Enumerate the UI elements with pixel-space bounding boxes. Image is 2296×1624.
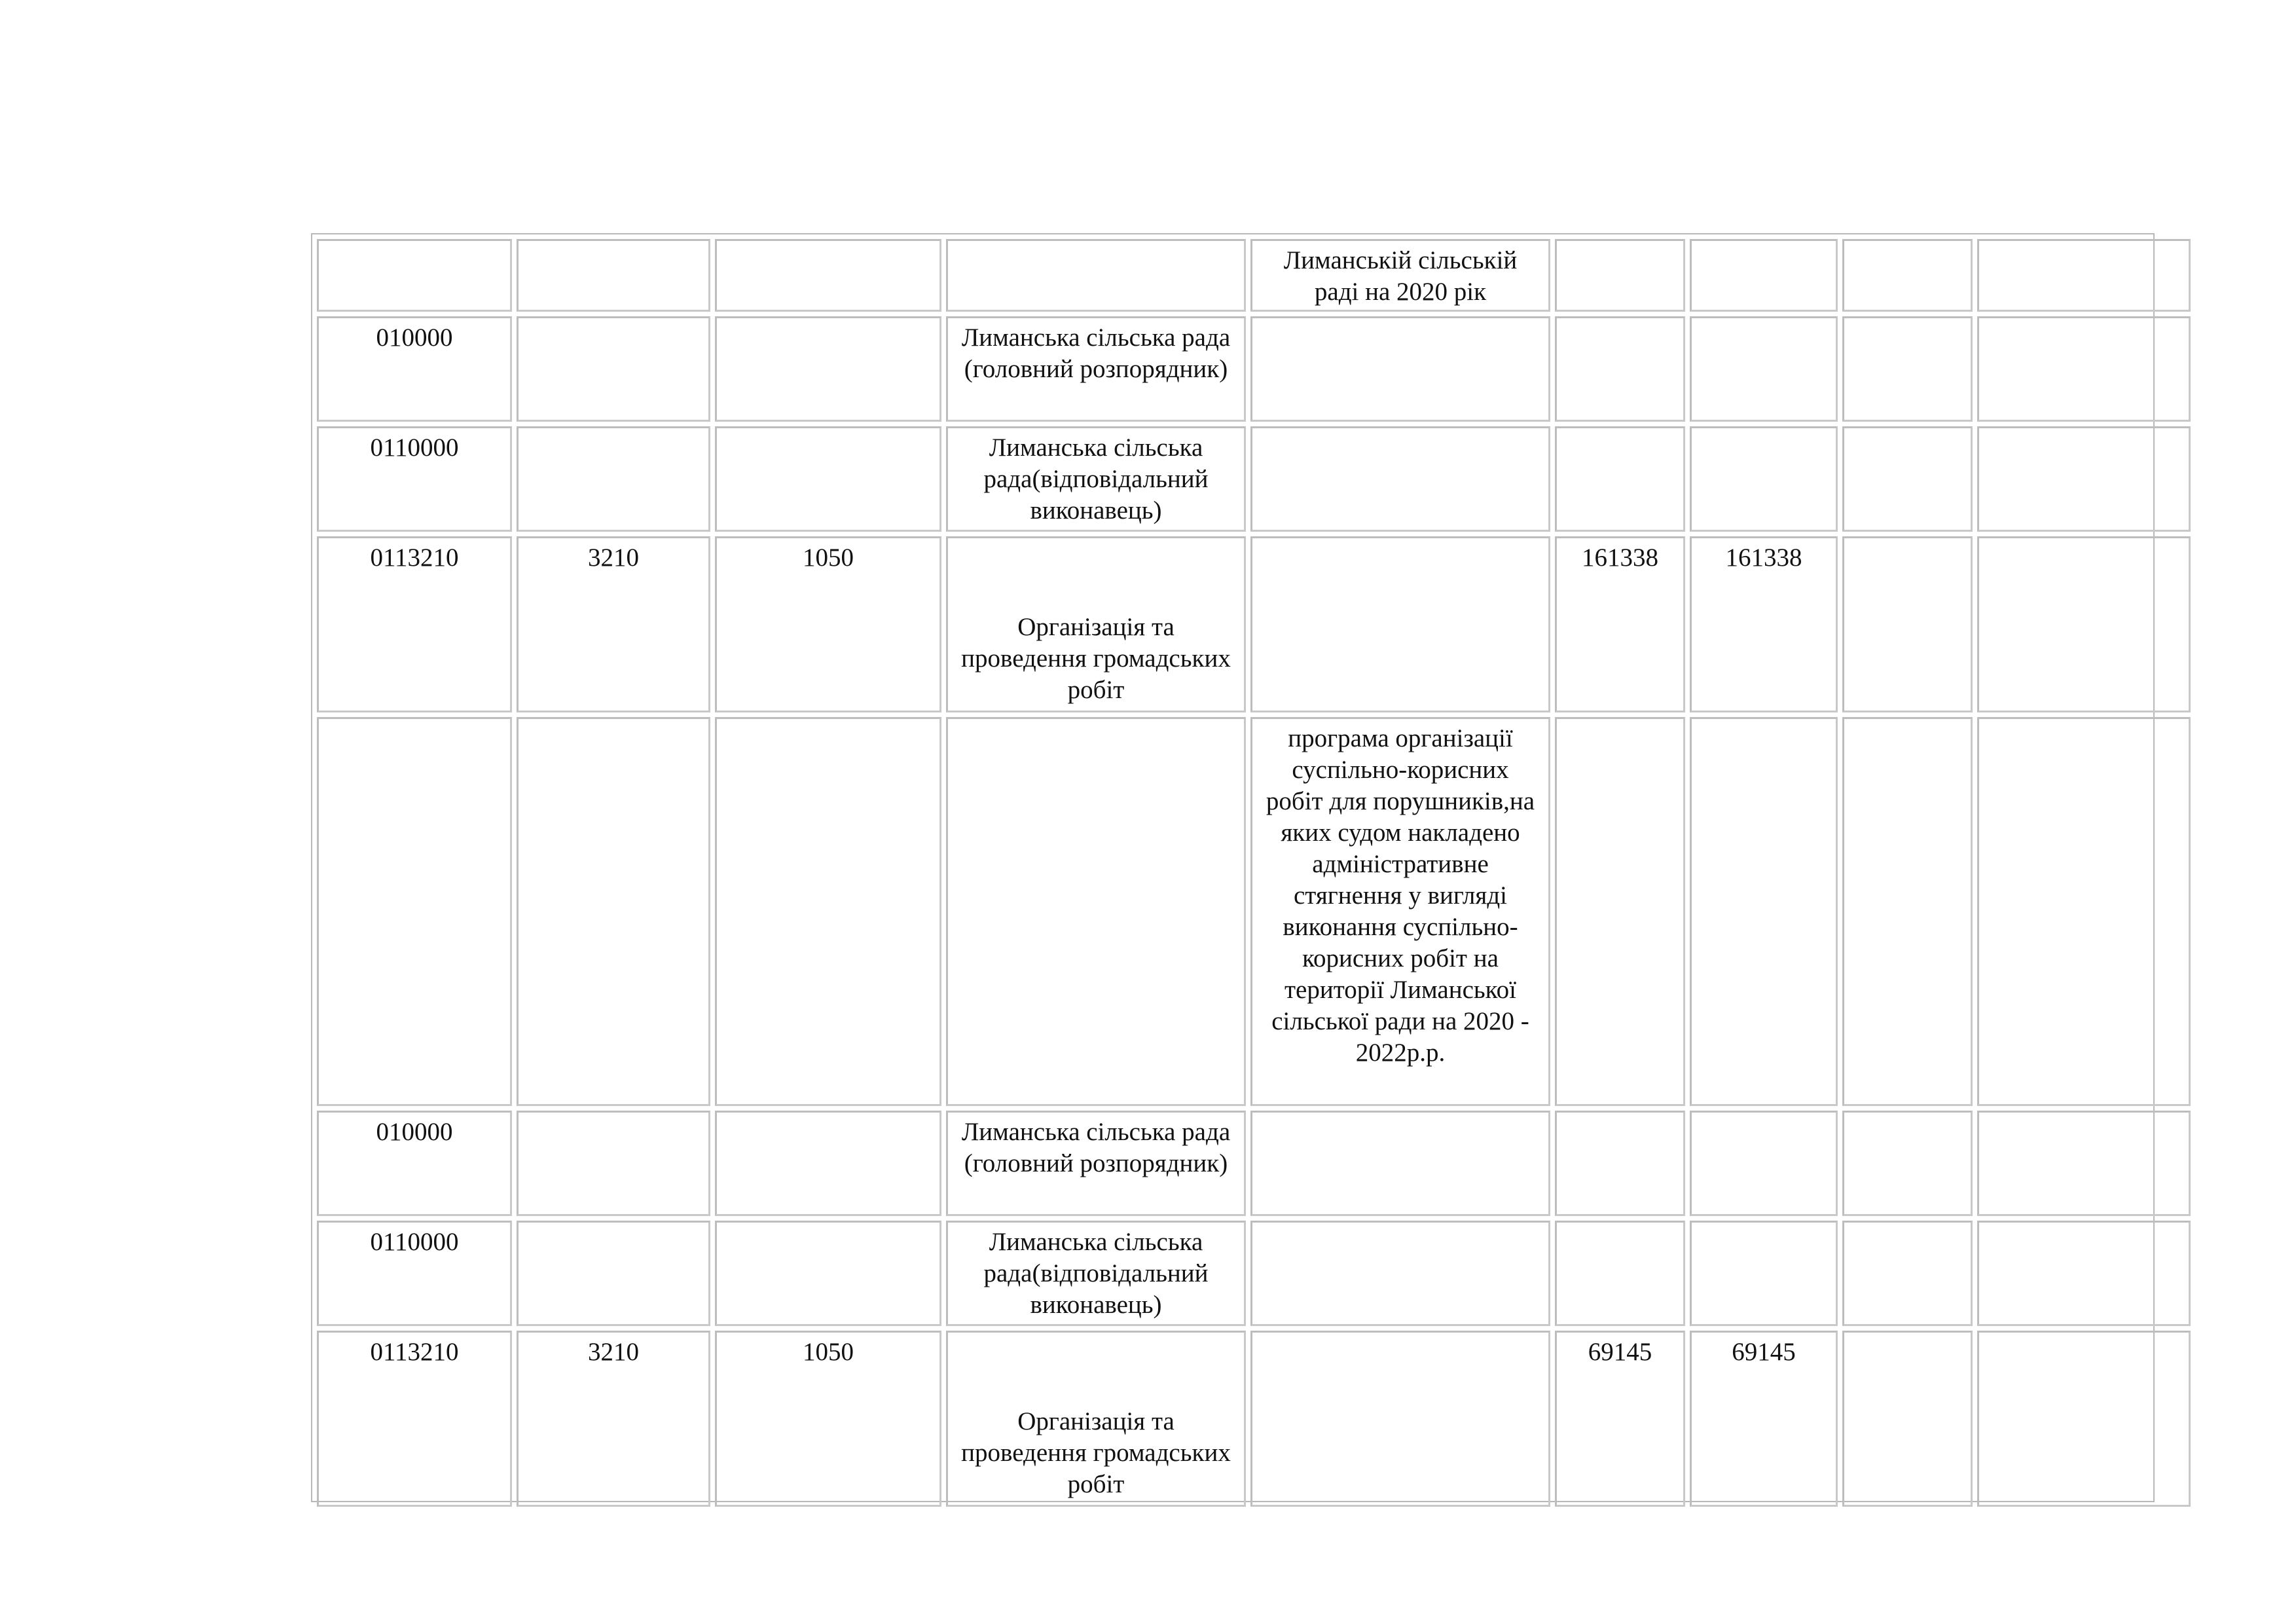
table-cell	[1977, 717, 2191, 1106]
table-cell	[517, 1111, 710, 1216]
table-cell	[1977, 1221, 2191, 1326]
table-cell: програма організації суспільно-корисних робіт для порушників,на яких судом накладено адміністративне стягнення у вигляді виконання суспільно-корисних робіт на території Лиманської сільської ради на 2020 - 2022р.р.	[1250, 717, 1550, 1106]
table-row	[317, 316, 2191, 422]
table-cell: 0110000	[317, 1221, 512, 1326]
table-cell	[1690, 316, 1838, 422]
table-row	[317, 1331, 2191, 1507]
budget-table	[312, 234, 2195, 1511]
table-cell	[317, 717, 512, 1106]
table-cell	[1555, 1221, 1685, 1326]
table-cell	[715, 717, 941, 1106]
table-cell	[946, 717, 1246, 1106]
table-cell	[1555, 239, 1685, 312]
table-cell	[715, 1221, 941, 1326]
table-cell	[1842, 239, 1973, 312]
table-cell	[1690, 1111, 1838, 1216]
table-cell	[517, 1221, 710, 1326]
table-cell	[1690, 1221, 1838, 1326]
table-cell: 1050	[715, 536, 941, 712]
table-cell	[1842, 717, 1973, 1106]
table-cell: 3210	[517, 536, 710, 712]
table-cell	[1977, 1111, 2191, 1216]
table-cell	[1690, 239, 1838, 312]
table-row	[317, 239, 2191, 312]
table-cell	[1690, 426, 1838, 532]
table-cell: 0110000	[317, 426, 512, 532]
table-cell	[1977, 239, 2191, 312]
table-row	[317, 1111, 2191, 1216]
table-cell: 010000	[317, 1111, 512, 1216]
table-cell: 010000	[317, 316, 512, 422]
table-cell	[1977, 1331, 2191, 1507]
table-cell	[1555, 717, 1685, 1106]
table-cell: Лиманська сільська рада(відповідальний виконавець)	[946, 1221, 1246, 1326]
table-cell	[517, 316, 710, 422]
table-cell	[1977, 426, 2191, 532]
table-cell	[1842, 536, 1973, 712]
table-cell	[1842, 1111, 1973, 1216]
table-cell	[517, 239, 710, 312]
table-cell	[1250, 536, 1550, 712]
table-cell: 0113210	[317, 1331, 512, 1507]
table-cell	[1250, 1331, 1550, 1507]
table-cell: Лиманська сільська рада (головний розпорядник)	[946, 1111, 1246, 1216]
table-cell	[1842, 316, 1973, 422]
table-cell	[317, 239, 512, 312]
table-cell: Лиманська сільська рада (головний розпорядник)	[946, 316, 1246, 422]
table-cell	[1690, 717, 1838, 1106]
table-cell	[1842, 1221, 1973, 1326]
table-cell: Лиманська сільська рада(відповідальний виконавець)	[946, 426, 1246, 532]
table-row	[317, 717, 2191, 1106]
table-cell: Організація та проведення громадських робіт	[946, 1331, 1246, 1507]
table-cell: 1050	[715, 1331, 941, 1507]
table-cell: Лиманській сільській раді на 2020 рік	[1250, 239, 1550, 312]
budget-table-page	[311, 233, 2155, 1502]
table-cell	[1250, 316, 1550, 422]
table-row	[317, 1221, 2191, 1326]
table-cell: 161338	[1555, 536, 1685, 712]
table-cell	[1250, 1111, 1550, 1216]
table-cell: 161338	[1690, 536, 1838, 712]
table-cell: Організація та проведення громадських робіт	[946, 536, 1246, 712]
table-row	[317, 426, 2191, 532]
table-cell	[1250, 1221, 1550, 1326]
table-cell	[1842, 426, 1973, 532]
table-cell	[1555, 1111, 1685, 1216]
table-cell	[1842, 1331, 1973, 1507]
table-row	[317, 536, 2191, 712]
table-cell: 69145	[1690, 1331, 1838, 1507]
table-cell	[1250, 426, 1550, 532]
table-cell	[715, 316, 941, 422]
table-cell	[946, 239, 1246, 312]
table-cell	[1555, 426, 1685, 532]
table-cell	[1977, 536, 2191, 712]
table-cell	[1555, 316, 1685, 422]
table-cell	[715, 1111, 941, 1216]
table-cell: 3210	[517, 1331, 710, 1507]
table-cell: 69145	[1555, 1331, 1685, 1507]
table-cell	[1977, 316, 2191, 422]
table-cell	[517, 717, 710, 1106]
table-cell	[517, 426, 710, 532]
table-cell: 0113210	[317, 536, 512, 712]
table-cell	[715, 239, 941, 312]
table-cell	[715, 426, 941, 532]
